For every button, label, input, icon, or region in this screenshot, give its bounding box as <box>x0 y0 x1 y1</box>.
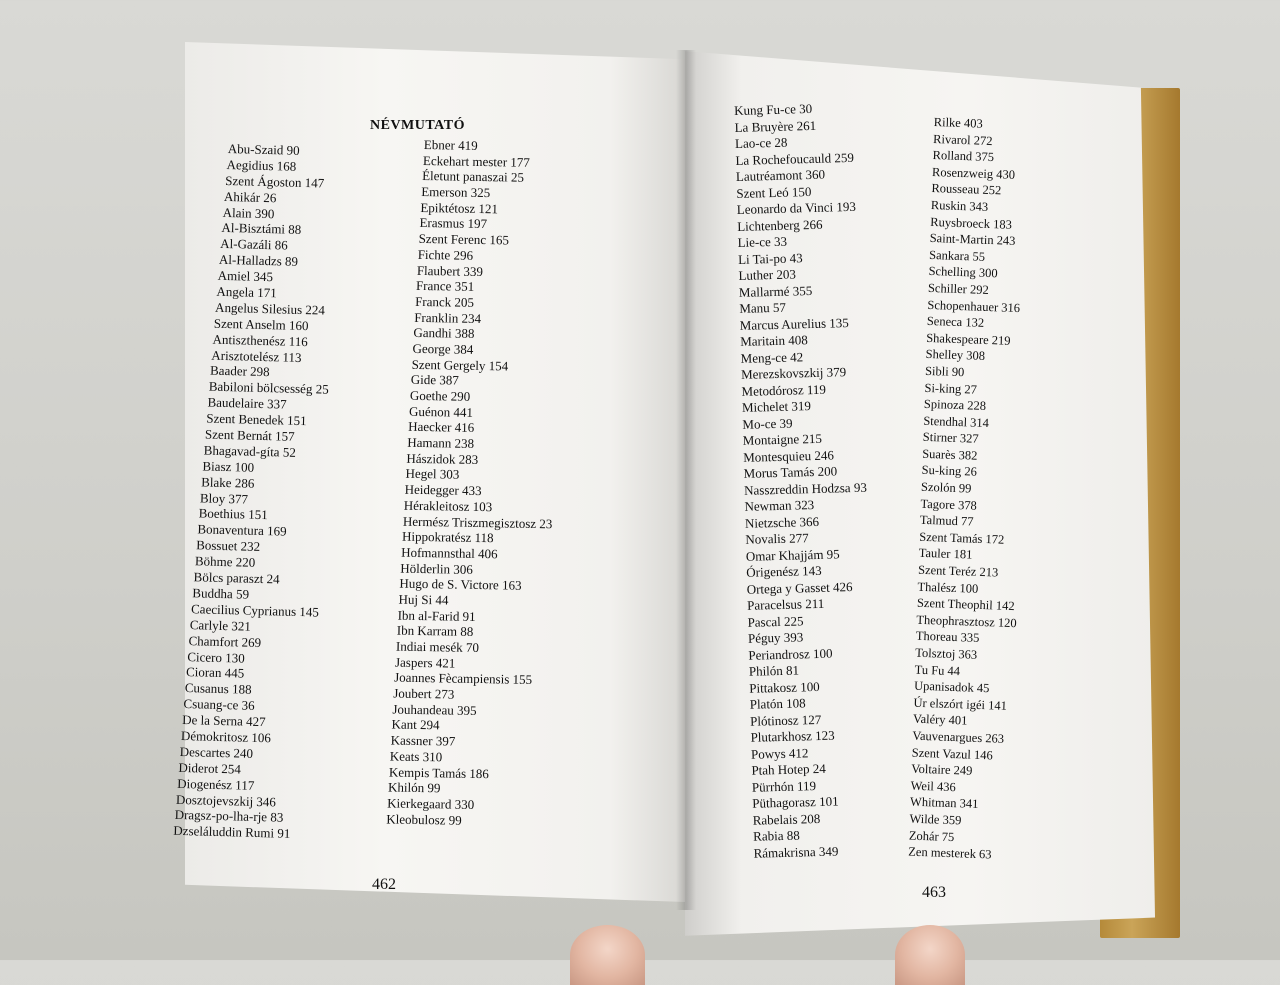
index-entry: Michelet 319 <box>741 398 812 415</box>
index-entry: Pürrhón 119 <box>751 777 817 795</box>
index-entry: Sibli 90 <box>924 363 965 380</box>
index-entry: Zohár 75 <box>908 828 955 844</box>
index-entry: Haecker 416 <box>408 419 475 436</box>
index-entry: Szent Bernát 157 <box>204 426 295 444</box>
index-entry: Huj Si 44 <box>398 591 449 608</box>
page-number-left: 462 <box>372 876 396 893</box>
index-entry: Emerson 325 <box>421 184 491 201</box>
index-entry: Powys 412 <box>750 744 809 762</box>
index-entry: Thoreau 335 <box>915 629 980 646</box>
index-entry: Tolsztoj 363 <box>915 645 978 662</box>
index-entry: Franklin 234 <box>414 309 482 326</box>
index-entry: Hászidok 283 <box>406 450 479 467</box>
index-entry: Whitman 341 <box>909 794 979 812</box>
index-entry: Epiktétosz 121 <box>420 199 499 217</box>
index-entry: Angelus Silesius 224 <box>214 299 326 318</box>
index-entry: Szent Ágoston 147 <box>225 172 325 191</box>
index-entry: Püthagorasz 101 <box>752 793 839 811</box>
index-entry: Úr elszórt igéi 141 <box>913 695 1008 713</box>
index-entry: Novalis 277 <box>745 530 809 547</box>
index-column-3 <box>734 101 877 863</box>
index-entry: Fichte 296 <box>417 246 474 263</box>
index-entry: Baader 298 <box>209 363 270 380</box>
index-entry: Cioran 445 <box>185 664 245 681</box>
index-entry: Nasszreddin Hodzsa 93 <box>743 479 868 498</box>
index-entry: Lichtenberg 266 <box>736 216 823 234</box>
index-entry: Indiai mesék 70 <box>395 638 480 656</box>
index-entry: Mallarmé 355 <box>738 282 813 300</box>
index-entry: Ibn Karram 88 <box>396 622 474 640</box>
index-entry: Erasmus 197 <box>419 215 488 232</box>
index-entry: Szent Tamás 172 <box>919 529 1005 547</box>
index-entry: Abu-Szaid 90 <box>227 141 300 158</box>
index-entry: Böhme 220 <box>194 553 256 571</box>
index-entry: Pascal 225 <box>747 612 804 630</box>
index-entry: Nietzsche 366 <box>744 513 820 531</box>
page-number-right: 463 <box>922 884 946 901</box>
index-entry: Kung Fu-ce 30 <box>733 100 813 118</box>
index-entry: Joubert 273 <box>393 685 455 702</box>
index-entry: Cicero 130 <box>187 648 245 666</box>
index-entry: Chamfort 269 <box>188 632 262 650</box>
index-entry: Heidegger 433 <box>404 481 482 499</box>
index-entry: Rabia 88 <box>752 827 800 844</box>
index-entry: Rivarol 272 <box>932 131 993 148</box>
index-entry: George 384 <box>412 340 474 357</box>
index-entry: Lautréamont 360 <box>735 166 826 184</box>
index-entry: Morus Tamás 200 <box>743 463 838 481</box>
index-entry: Ruysbroeck 183 <box>930 214 1013 232</box>
index-entry: Shelley 308 <box>925 347 986 364</box>
index-entry: Rabelais 208 <box>752 810 821 828</box>
index-entry: Dzseláluddin Rumi 91 <box>173 823 291 842</box>
index-entry: Dosztojevszkij 346 <box>175 791 277 809</box>
index-entry: Amiel 345 <box>217 267 274 285</box>
index-entry: Tu Fu 44 <box>914 662 961 678</box>
index-entry: Marcus Aurelius 135 <box>739 314 849 333</box>
index-entry: Szent Gergely 154 <box>411 356 509 374</box>
index-entry: Kant 294 <box>391 716 440 733</box>
index-entry: Keats 310 <box>389 748 443 765</box>
index-entry: Tagore 378 <box>920 496 978 513</box>
index-entry: Voltaire 249 <box>910 761 973 778</box>
index-entry: Periandrosz 100 <box>748 645 833 663</box>
index-entry: Rousseau 252 <box>931 181 1002 198</box>
index-entry: Cusanus 188 <box>184 680 252 698</box>
index-entry: Ruskin 343 <box>930 197 989 214</box>
index-entry: Franck 205 <box>415 293 475 310</box>
index-entry: Seneca 132 <box>926 314 985 330</box>
index-entry: Szent Anselm 160 <box>213 315 309 333</box>
index-entry: La Rochefoucauld 259 <box>735 149 855 168</box>
index-entry: Pittakosz 100 <box>749 678 820 696</box>
index-entry: De la Serna 427 <box>182 712 266 730</box>
index-entry: Hegel 303 <box>405 466 460 483</box>
index-entry: Al-Halladzs 89 <box>218 252 299 270</box>
index-entry: Hamann 238 <box>407 434 475 451</box>
index-entry: Khilón 99 <box>387 779 441 796</box>
index-entry: Bhagavad-gíta 52 <box>203 442 297 460</box>
index-entry: Philón 81 <box>748 662 800 679</box>
index-entry: Szent Teréz 213 <box>917 562 999 580</box>
index-entry: Antiszthenész 116 <box>212 331 309 349</box>
index-entry: Al-Gazáli 86 <box>220 236 288 253</box>
index-entry: Ptah Hotep 24 <box>751 760 827 778</box>
index-entry: Thalész 100 <box>917 579 979 596</box>
index-entry: Biasz 100 <box>202 458 255 475</box>
index-entry: Életunt panaszai 25 <box>422 168 525 186</box>
index-entry: Montesquieu 246 <box>743 447 835 465</box>
index-entry: Szolón 99 <box>920 479 972 496</box>
index-entry: Talmud 77 <box>919 513 974 529</box>
index-entry: France 351 <box>415 278 475 295</box>
index-entry: Ibn al-Farid 91 <box>397 607 476 624</box>
index-entry: Ortega y Gasset 426 <box>746 578 853 597</box>
index-entry: Lao-ce 28 <box>734 134 788 151</box>
index-entry: Upanisadok 45 <box>913 678 990 696</box>
index-entry: Szent Theophil 142 <box>916 595 1015 614</box>
index-entry: Schopenhauer 316 <box>927 297 1021 315</box>
index-entry: Alain 390 <box>222 204 275 221</box>
index-entry: Kempis Tamás 186 <box>388 763 490 781</box>
index-entry: Spinoza 228 <box>923 396 987 414</box>
index-entry: Boethius 151 <box>198 505 268 523</box>
index-entry: Luther 203 <box>738 266 797 283</box>
index-entry: Maritain 408 <box>740 332 808 349</box>
index-entry: Hippokratész 118 <box>401 528 494 546</box>
index-entry: Szent Vazul 146 <box>911 745 993 762</box>
index-entry: Szent Leó 150 <box>736 183 812 201</box>
index-entry: Montaigne 215 <box>742 430 823 448</box>
index-entry: Jouhandeau 395 <box>392 701 477 718</box>
index-entry: Diderot 254 <box>178 759 242 777</box>
index-entry: Merezskovszkij 379 <box>740 364 847 382</box>
index-entry: Flaubert 339 <box>416 262 484 279</box>
index-entry: Plótinosz 127 <box>749 711 822 729</box>
index-entry: Babiloni bölcsesség 25 <box>208 378 329 398</box>
index-entry: Metodórosz 119 <box>741 381 827 399</box>
index-entry: Wilde 359 <box>909 811 962 828</box>
index-entry: Kierkegaard 330 <box>387 795 475 812</box>
index-entry: Baudelaire 337 <box>207 394 287 412</box>
index-entry: Shakespeare 219 <box>926 330 1011 348</box>
index-entry: Hermész Triszmegisztosz 23 <box>402 513 553 531</box>
index-entry: Szent Ferenc 165 <box>418 231 510 248</box>
index-entry: Rolland 375 <box>932 148 995 165</box>
index-entry: Angela 171 <box>216 283 277 301</box>
thumb-left <box>570 925 645 985</box>
index-entry: Stirner 327 <box>922 430 979 447</box>
index-entry: Rámakrisna 349 <box>753 843 839 861</box>
index-entry: Ebner 419 <box>423 137 478 153</box>
index-entry: Aegidius 168 <box>226 156 297 174</box>
index-entry: Blake 286 <box>201 474 255 491</box>
index-entry: Arisztotelész 113 <box>211 347 302 365</box>
index-entry: Li Tai-po 43 <box>737 249 803 267</box>
index-entry: Mo-ce 39 <box>742 415 793 432</box>
index-entry: Bloy 377 <box>199 489 249 507</box>
index-entry: Hölderlin 306 <box>400 560 474 577</box>
index-entry: Suarès 382 <box>921 446 978 463</box>
index-entry: Joannes Fècampiensis 155 <box>394 669 533 688</box>
index-entry: Hofmannsthal 406 <box>401 544 498 562</box>
index-entry: Paracelsus 211 <box>746 595 825 613</box>
index-entry: Csuang-ce 36 <box>183 696 255 714</box>
index-entry: Rilke 403 <box>933 115 983 131</box>
index-entry: Hugo de S. Victore 163 <box>399 575 522 594</box>
index-entry: Gandhi 388 <box>413 325 475 342</box>
index-entry: Stendhal 314 <box>923 413 990 430</box>
index-entry: Jaspers 421 <box>394 654 456 671</box>
index-entry: Guénon 441 <box>408 403 474 420</box>
index-entry: Kleobulosz 99 <box>386 811 462 828</box>
index-entry: Zen mesterek 63 <box>908 844 992 862</box>
index-entry: Démokritosz 106 <box>180 727 272 746</box>
index-entry: Rosenzweig 430 <box>931 164 1016 182</box>
index-entry: Plutarkhosz 123 <box>750 727 835 745</box>
index-column-2 <box>386 137 559 831</box>
index-entry: Péguy 393 <box>747 629 804 646</box>
index-entry: Diogenész 117 <box>177 775 255 793</box>
index-entry: Lie-ce 33 <box>737 233 788 250</box>
index-entry: Schiller 292 <box>927 280 989 297</box>
index-entry: Órigenész 143 <box>746 562 822 580</box>
index-entry: Goethe 290 <box>409 387 471 404</box>
index-entry: Sankara 55 <box>928 247 986 264</box>
index-entry: Caecilius Cyprianus 145 <box>190 601 320 620</box>
index-entry: Newman 323 <box>744 497 815 514</box>
book-gutter <box>676 50 696 910</box>
index-entry: Platón 108 <box>749 695 806 712</box>
index-entry: Si-king 27 <box>924 380 978 397</box>
index-entry: La Bruyère 261 <box>734 117 817 135</box>
index-entry: Hérakleitosz 103 <box>403 497 493 515</box>
index-entry: Leonardo da Vinci 193 <box>736 198 857 217</box>
index-column-1 <box>173 141 335 844</box>
index-entry: Bonaventura 169 <box>197 521 287 540</box>
index-entry: Vauvenargues 263 <box>912 728 1005 746</box>
index-entry: Descartes 240 <box>179 743 254 761</box>
index-entry: Omar Khajjám 95 <box>745 545 840 564</box>
thumb-right <box>895 925 965 985</box>
index-entry: Valéry 401 <box>912 712 968 728</box>
index-heading: NÉVMUTATÓ <box>370 118 465 133</box>
index-entry: Bölcs paraszt 24 <box>193 569 280 587</box>
index-entry: Bossuet 232 <box>195 537 261 555</box>
index-entry: Theophrasztosz 120 <box>916 612 1017 631</box>
index-entry: Al-Bisztámi 88 <box>221 220 302 238</box>
index-entry: Szent Benedek 151 <box>206 410 307 429</box>
index-entry: Eckehart mester 177 <box>422 152 530 170</box>
index-entry: Schelling 300 <box>928 264 998 281</box>
index-entry: Meng-ce 42 <box>740 348 804 366</box>
index-entry: Saint-Martin 243 <box>929 231 1016 249</box>
index-entry: Manu 57 <box>739 299 787 316</box>
index-entry: Kassner 397 <box>390 732 456 749</box>
index-entry: Buddha 59 <box>192 585 250 602</box>
index-entry: Su-king 26 <box>921 463 978 480</box>
index-entry: Carlyle 321 <box>189 616 252 634</box>
index-entry: Ahikár 26 <box>223 188 277 205</box>
index-entry: Tauler 181 <box>918 546 973 563</box>
index-entry: Weil 436 <box>910 778 957 794</box>
index-entry: Gide 387 <box>410 372 459 388</box>
index-entry: Dragsz-po-lha-rje 83 <box>174 807 284 826</box>
